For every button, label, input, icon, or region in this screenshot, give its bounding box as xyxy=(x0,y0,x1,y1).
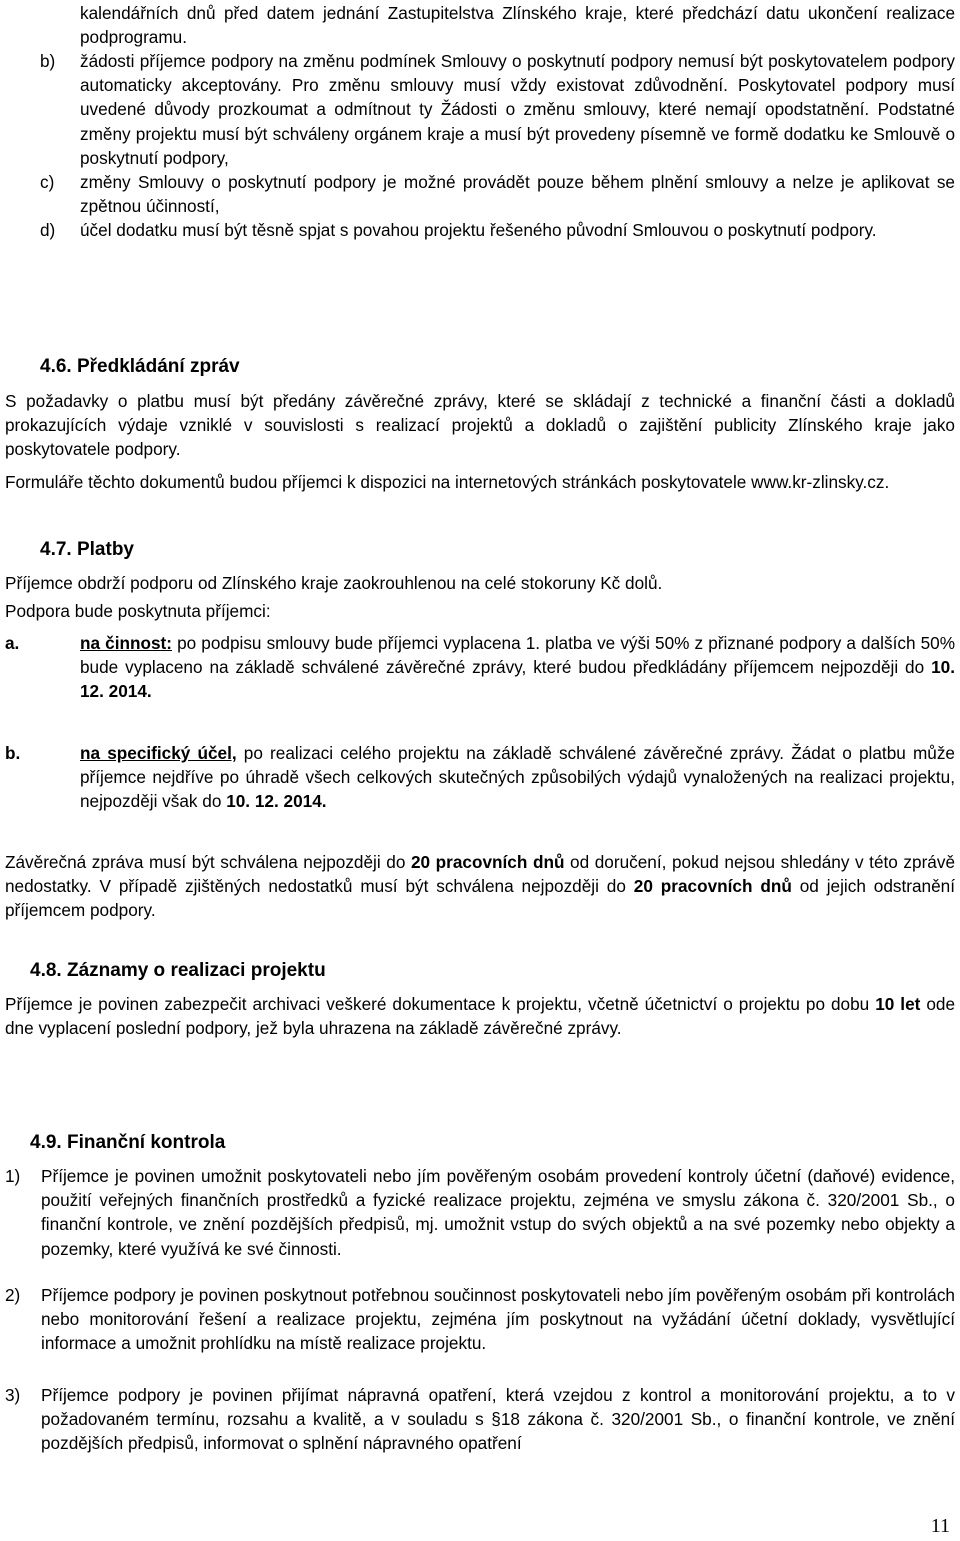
list-marker: b) xyxy=(40,51,56,71)
control-list xyxy=(0,1164,955,1261)
section-heading-4-8: 4.8. Záznamy o realizaci projektu xyxy=(30,960,326,981)
list-item xyxy=(5,1383,955,1456)
section-heading-4-9: 4.9. Finanční kontrola xyxy=(30,1132,226,1153)
paragraph: Formuláře těchto dokumentů budou příjemci k dispozici na internetových stránkách poskytovatele www.kr-zlinsky.cz. xyxy=(5,471,890,492)
payment-option-b xyxy=(0,741,955,814)
control-list xyxy=(0,1383,955,1456)
section-4-7-body xyxy=(0,571,955,623)
list-marker: d) xyxy=(40,220,56,241)
paragraph: Příjemce je povinen zabezpečit archivaci veškeré dokumentace k projektu, včetně účetnictví o projektu po dobu 10 let ode dne vyplacení poslední podpory, jež byla uhrazena na základě závěrečné zprávy. xyxy=(5,994,956,1039)
list-item-text: Příjemce podpory je povinen poskytnout potřebnou součinnost poskytovateli nebo jím pověřeným osobám při kontrolách nebo monitorování řešení a realizace projektu, zejména jím poskytnout na vyžádání účetní doklady, vysvětlující informace a umožnit prohlídku na místě realizace projektu. xyxy=(41,1285,955,1354)
payment-label: na specifický účel, xyxy=(80,743,237,763)
list-marker: 3) xyxy=(5,1385,21,1405)
page-number: 11 xyxy=(930,1515,950,1537)
list-item-text: změny Smlouvy o poskytnutí podpory je možné provádět pouze během plnění smlouvy a nelze je aplikovat se zpětnou účinností, xyxy=(80,172,955,217)
list-item-text: na činnost: po podpisu smlouvy bude příjemci vyplacena 1. platba ve výši 50% z přiznané podpory a dalších 50% bude vyplaceno na základě schválené závěrečné zprávy, které budou předkládány příjemcem nejpozději do 10. 12. 2014. xyxy=(80,633,955,702)
list-item xyxy=(5,1283,955,1356)
paragraph: Příjemce obdrží podporu od Zlínského kraje zaokrouhlenou na celé stokoruny Kč dolů. xyxy=(5,573,663,593)
paragraph: S požadavky o platbu musí být předány závěrečné zprávy, které se skládají z technické a finanční části a dokladů prokazujících výdaje vzniklé v souvislosti s realizací projektů a dokladů o zajištění publicity Zlínského kraje jako poskytovatele podpory. xyxy=(5,391,955,460)
paragraph: Závěrečná zpráva musí být schválena nejpozději do 20 pracovních dnů od doručení, pokud nejsou shledány v této zprávě nedostatky. V případě zjištěných nedostatků musí být schválena nejpozději do 20 pracovních dnů od jejich odstranění příjemcem podpory. xyxy=(5,852,956,921)
list-item-text: účel dodatku musí být těsně spjat s povahou projektu řešeného původní Smlouvou o poskytnutí podpory. xyxy=(80,220,877,241)
payment-deadline: 10. 12. 2014. xyxy=(80,657,955,702)
list-item xyxy=(40,218,955,242)
list-marker: a. xyxy=(5,633,20,653)
control-list xyxy=(0,1283,955,1356)
top-list xyxy=(0,49,955,243)
payment-label: na činnost: xyxy=(80,633,172,653)
section-4-7-closing xyxy=(0,850,955,923)
list-item-text: Příjemce je povinen umožnit poskytovateli nebo jím pověřeným osobám provedení kontroly účetní (daňové) evidence, použití veřejných finančních prostředků a fyzické realizace projektu, zejména ve smyslu zákona č. 320/2001 Sb., o finanční kontrole, ve znění pozdějších předpisů, mj. umožnit vstup do svých objektů a na své pozemky nebo objekty a pozemky, které využívá ke své činnosti. xyxy=(41,1166,955,1259)
list-item-text: kalendářních dnů před datem jednání Zastupitelstva Zlínského kraje, které předchází datu ukončení realizace podprogramu. xyxy=(80,3,955,48)
list-marker: 1) xyxy=(5,1166,21,1186)
paragraph: Podpora bude poskytnuta příjemci: xyxy=(5,601,271,622)
list-item-text: Příjemce podpory je povinen přijímat nápravná opatření, která vzejdou z kontrol a monitorování projektu, a to v požadovaném termínu, rozsahu a kvalitě, a v souladu s §18 zákona č. 320/2001 Sb., o finanční kontrole, ve znění pozdějších předpisů, informovat o splnění nápravného opatření xyxy=(41,1385,955,1454)
list-item-text: na specifický účel, po realizaci celého projektu na základě schválené závěrečné zprávy. Žádat o platbu může příjemce nejdříve po úhradě všech celkových skutečných způsobilých výdajů vynaložených na realizaci projektu, nejpozději však do 10. 12. 2014. xyxy=(80,743,955,812)
list-marker: c) xyxy=(40,172,55,193)
section-4-8-body xyxy=(0,992,955,1040)
section-heading-4-6: 4.6. Předkládání zpráv xyxy=(40,356,240,377)
list-item xyxy=(5,1164,955,1261)
list-item xyxy=(40,170,955,218)
list-item xyxy=(40,49,955,170)
top-list-continuation xyxy=(0,1,955,49)
list-item-text: žádosti příjemce podpory na změnu podmínek Smlouvy o poskytnutí podpory nemusí být poskytovatelem podpory automaticky akceptovány. Pro změnu smlouvy musí vždy existovat zdůvodnění. Poskytovatel podpory musí uvedené důvody prozkoumat a odmítnout ty Žádosti o změnu smlouvy, které nemají opodstatnění. Podstatné změny projektu musí být schváleny orgánem kraje a musí být provedeny písemně ve formě dodatku ke Smlouvě o poskytnutí podpory, xyxy=(80,51,955,168)
list-marker: 2) xyxy=(5,1285,21,1305)
list-marker: b. xyxy=(5,743,21,763)
payment-option-a xyxy=(0,631,955,704)
section-heading-4-7: 4.7. Platby xyxy=(40,539,134,560)
payment-deadline: 10. 12. 2014. xyxy=(226,791,327,812)
section-4-6-body xyxy=(0,389,955,494)
